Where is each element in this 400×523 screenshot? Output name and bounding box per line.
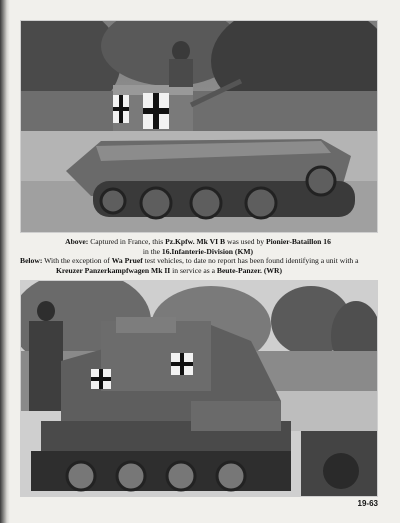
- photo-credit: (WR): [263, 266, 282, 275]
- caption-text: test vehicles, to date no report has been found identifying a unit with a: [144, 256, 359, 265]
- page-number: 19-63: [357, 499, 378, 508]
- caption-beute-term: Beute-Panzer.: [216, 266, 262, 275]
- caption-text: was used by: [226, 237, 265, 246]
- photo-bottom: [20, 280, 378, 497]
- caption-division-name: 16.Infanterie-Division: [161, 247, 234, 256]
- caption-text: With the exception of: [44, 256, 110, 265]
- caption-test-name: Wa Pruef: [111, 256, 143, 265]
- photo-credit: (KM): [234, 247, 254, 256]
- page-gutter-shadow: [0, 0, 10, 523]
- caption-above: [20, 237, 376, 257]
- caption-below: [20, 256, 376, 276]
- caption-unit-name: Pionier-Bataillon 16: [266, 237, 331, 246]
- caption-tank-name: Kreuzer Panzerkampfwagen Mk II: [56, 266, 171, 275]
- photo-top: [20, 20, 378, 233]
- caption-text: in service as a: [172, 266, 215, 275]
- caption-text: in the: [142, 247, 161, 256]
- caption-text: Captured in France, this: [90, 237, 164, 246]
- caption-label: Above:: [65, 237, 89, 246]
- caption-label: Below:: [20, 256, 43, 265]
- caption-vehicle-name: Pz.Kpfw. Mk VI B: [165, 237, 226, 246]
